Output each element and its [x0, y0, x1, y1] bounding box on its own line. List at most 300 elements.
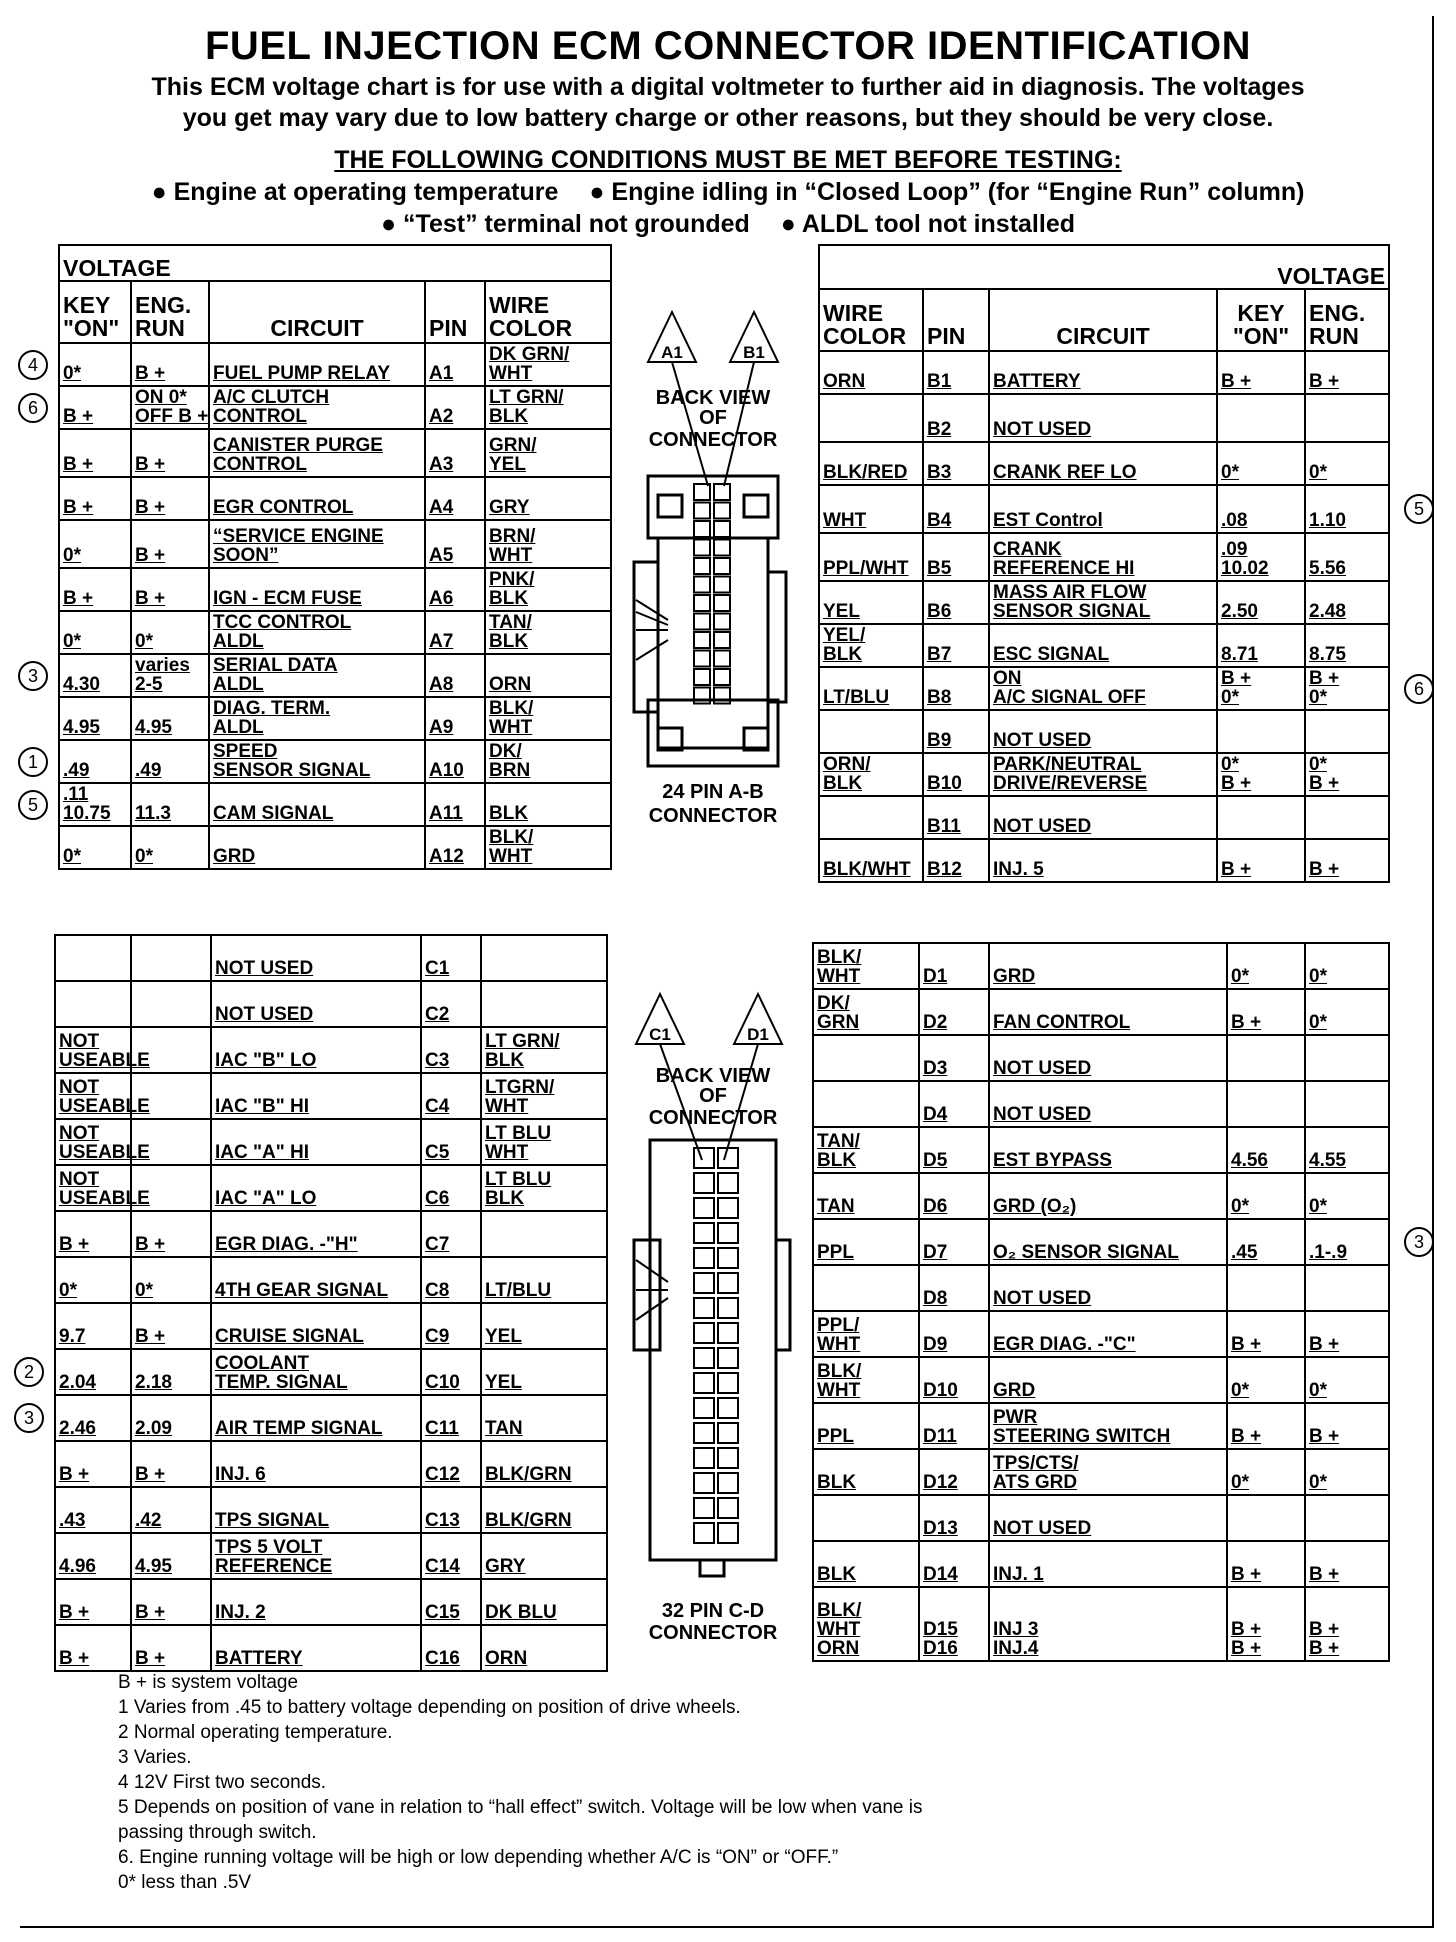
connector-pin: [694, 484, 710, 500]
pin-id: B11: [923, 796, 989, 839]
circuit-name: “SERVICE ENGINE SOON”: [209, 520, 425, 568]
wire-color: LTGRN/ WHT: [481, 1073, 607, 1119]
pin-id: C12: [421, 1441, 481, 1487]
condition-item: ● “Test” terminal not grounded: [380, 210, 750, 238]
connector-pin: [694, 1198, 714, 1218]
key-on-value: 0*: [59, 343, 131, 386]
circuit-name: PWR STEERING SWITCH: [989, 1403, 1227, 1449]
pin-id: A4: [425, 477, 485, 520]
circuit-header: CIRCUIT: [209, 281, 425, 343]
wire-color: BLK/ WHT ORN: [813, 1587, 919, 1661]
pin-header: PIN: [923, 289, 989, 351]
key-on-value: 2.04: [55, 1349, 131, 1395]
key-on-value: 0*: [1227, 1357, 1305, 1403]
wire-color: WHT: [819, 485, 923, 533]
key-on-value: [1227, 1495, 1305, 1541]
eng-run-value: [1305, 1035, 1389, 1081]
pin-id: D6: [919, 1173, 989, 1219]
table-row: [59, 429, 611, 477]
table-row: [55, 1625, 607, 1671]
table-row: [59, 343, 611, 386]
wire-color: [813, 1265, 919, 1311]
eng-run-value: B +: [131, 343, 209, 386]
connector-pin: [718, 1398, 738, 1418]
table-row: [55, 1579, 607, 1625]
connector-ab-label: CONNECTOR: [648, 805, 778, 827]
connector-pin: [694, 595, 710, 611]
connector-pin: [718, 1298, 738, 1318]
eng-run-value: B +: [1305, 1541, 1389, 1587]
eng-run-value: ON 0* OFF B +: [131, 386, 209, 429]
pin-id: C6: [421, 1165, 481, 1211]
wire-color: [481, 981, 607, 1027]
footnote-marker-6: 6: [18, 393, 48, 423]
key-on-value: B +: [55, 1579, 131, 1625]
wire-color: ORN: [819, 351, 923, 394]
key-on-value: [1227, 1265, 1305, 1311]
circuit-name: 4TH GEAR SIGNAL: [211, 1257, 421, 1303]
eng-run-value: .1-.9: [1305, 1219, 1389, 1265]
circuit-name: ESC SIGNAL: [989, 624, 1217, 667]
key-on-value: 2.46: [55, 1395, 131, 1441]
key-on-value: B + B +: [1227, 1587, 1305, 1661]
table-row: [813, 943, 1389, 989]
wire-color: TAN/ BLK: [813, 1127, 919, 1173]
table-row: [813, 1495, 1389, 1541]
connector-pin: [718, 1373, 738, 1393]
eng-run-value: [1305, 394, 1389, 442]
table-row: [55, 1027, 607, 1073]
pin-id: B5: [923, 533, 989, 581]
table-row: [813, 1587, 1389, 1661]
connector-pin: [694, 540, 710, 556]
table-row: [819, 710, 1389, 753]
table-row: [55, 1533, 607, 1579]
circuit-name: TPS 5 VOLT REFERENCE: [211, 1533, 421, 1579]
pin-id: C14: [421, 1533, 481, 1579]
footnote-marker-1: 1: [18, 747, 48, 777]
connector-pin: [714, 484, 730, 500]
key-on-value: B +: [1227, 989, 1305, 1035]
eng-run-value: B +: [1305, 1311, 1389, 1357]
condition-item: ● Engine idling in “Closed Loop” (for “Engine Run” column): [589, 178, 1305, 206]
eng-run-value: 2.18: [131, 1349, 211, 1395]
connector-pin: [694, 1323, 714, 1343]
wire-color: BLK: [813, 1541, 919, 1587]
key-on-value: 2.50: [1217, 581, 1305, 624]
connector-pin: [694, 1273, 714, 1293]
circuit-name: NOT USED: [989, 710, 1217, 753]
pin-id: D11: [919, 1403, 989, 1449]
connector-pin: [714, 651, 730, 667]
key-on-value: [1227, 1081, 1305, 1127]
wire-color: BLK: [485, 783, 611, 826]
eng-run-value: .42: [131, 1487, 211, 1533]
pin-id: C3: [421, 1027, 481, 1073]
connector-pin: [694, 1173, 714, 1193]
intro-text: [60, 72, 1396, 134]
wire-color: BLK/GRN: [481, 1487, 607, 1533]
eng-run-value: 2.09: [131, 1395, 211, 1441]
wire-color: DK/ GRN: [813, 989, 919, 1035]
table-row: [59, 697, 611, 740]
circuit-name: NOT USED: [989, 796, 1217, 839]
key-on-value: .09 10.02: [1217, 533, 1305, 581]
circuit-name: BATTERY: [211, 1625, 421, 1671]
eng-run-value: [131, 981, 211, 1027]
pin-id: A3: [425, 429, 485, 477]
eng-run-value: 2.48: [1305, 581, 1389, 624]
footnote-line: 1 Varies from .45 to battery voltage depending on position of drive wheels.: [118, 1697, 741, 1718]
connector-pin: [718, 1198, 738, 1218]
pin-id: D3: [919, 1035, 989, 1081]
back-view-text: BACK VIEW: [655, 387, 771, 409]
key-on-value: .45: [1227, 1219, 1305, 1265]
conditions-heading: THE FOLLOWING CONDITIONS MUST BE MET BEFORE TESTING:: [334, 146, 1122, 174]
key-on-value: [1217, 710, 1305, 753]
eng-run-value: 0*: [1305, 1357, 1389, 1403]
footnote-marker-3: 3: [18, 661, 48, 691]
pin-id: A11: [425, 783, 485, 826]
circuit-name: O₂ SENSOR SIGNAL: [989, 1219, 1227, 1265]
circuit-name: IAC "B" HI: [211, 1073, 421, 1119]
key-on-header: KEY "ON": [59, 281, 131, 343]
wire-color: DK GRN/ WHT: [485, 343, 611, 386]
pin-id: C4: [421, 1073, 481, 1119]
circuit-name: AIR TEMP SIGNAL: [211, 1395, 421, 1441]
pin-id: C11: [421, 1395, 481, 1441]
footnote-line: 0* less than .5V: [118, 1872, 252, 1893]
circuit-name: NOT USED: [989, 1265, 1227, 1311]
wire-color: GRY: [481, 1533, 607, 1579]
wire-color: PNK/ BLK: [485, 568, 611, 611]
wire-color: [813, 1035, 919, 1081]
wire-color: LT GRN/ BLK: [485, 386, 611, 429]
key-on-value: 0*: [55, 1257, 131, 1303]
pin-id: D13: [919, 1495, 989, 1541]
circuit-name: FAN CONTROL: [989, 989, 1227, 1035]
connector-pin: [714, 521, 730, 537]
circuit-name: NOT USED: [989, 1081, 1227, 1127]
wire-color: DK/ BRN: [485, 740, 611, 783]
key-on-value: .43: [55, 1487, 131, 1533]
table-row: [55, 1073, 607, 1119]
condition-item: ● ALDL tool not installed: [780, 210, 1076, 238]
table-row: [59, 477, 611, 520]
key-on-value: 4.56: [1227, 1127, 1305, 1173]
connector-pin: [714, 595, 730, 611]
eng-run-value: B +: [131, 568, 209, 611]
connector-pin: [694, 1473, 714, 1493]
table-row: [59, 783, 611, 826]
table-row: [55, 1257, 607, 1303]
connector-pin: [694, 503, 710, 519]
pin-id: B9: [923, 710, 989, 753]
footnote-line: 4 12V First two seconds.: [118, 1772, 327, 1793]
footnote-marker-5: 5: [1404, 494, 1434, 524]
pin-id: C15: [421, 1579, 481, 1625]
eng-run-value: 0* B +: [1305, 753, 1389, 796]
wire-color: GRN/ YEL: [485, 429, 611, 477]
eng-run-value: B + B +: [1305, 1587, 1389, 1661]
wire-color: TAN: [481, 1395, 607, 1441]
pin-id: C13: [421, 1487, 481, 1533]
connector-pin: [718, 1273, 738, 1293]
wire-color: PPL/WHT: [819, 533, 923, 581]
table-row: [813, 989, 1389, 1035]
connector-pin: [694, 1373, 714, 1393]
wire-color: [481, 1211, 607, 1257]
eng-run-value: 11.3: [131, 783, 209, 826]
eng-run-value: 1.10: [1305, 485, 1389, 533]
connector-pin: [718, 1223, 738, 1243]
wire-color: BLK/RED: [819, 442, 923, 485]
voltage-heading: VOLTAGE: [1277, 263, 1386, 289]
eng-run-value: B +: [131, 1441, 211, 1487]
pin-id: B2: [923, 394, 989, 442]
key-on-value: B + 0*: [1217, 667, 1305, 710]
table-row: [59, 520, 611, 568]
footnote-line: 6. Engine running voltage will be high or low depending whether A/C is “ON” or “OFF.”: [118, 1847, 839, 1868]
key-on-value: [55, 935, 131, 981]
key-on-value: .08: [1217, 485, 1305, 533]
key-on-value: B +: [59, 568, 131, 611]
wire-color: ORN/ BLK: [819, 753, 923, 796]
pin-id: C8: [421, 1257, 481, 1303]
circuit-name: SPEED SENSOR SIGNAL: [209, 740, 425, 783]
back-view-text: CONNECTOR: [648, 1107, 778, 1129]
connector-pin: [694, 1148, 714, 1168]
eng-run-value: [1305, 796, 1389, 839]
conditions-row-1: [0, 178, 1456, 207]
pin-id: B12: [923, 839, 989, 882]
table-d-connector-d: [812, 942, 1390, 1662]
connector-ab-diagram: [628, 300, 798, 840]
footnote-line: 2 Normal operating temperature.: [118, 1722, 393, 1743]
eng-run-value: B +: [131, 1211, 211, 1257]
connector-pin: [694, 577, 710, 593]
connector-cd-pins: [694, 1148, 738, 1543]
eng-run-value: 0*: [1305, 1173, 1389, 1219]
eng-run-value: B +: [1305, 351, 1389, 394]
pin-id: A10: [425, 740, 485, 783]
key-on-value: 8.71: [1217, 624, 1305, 667]
connector-pin: [694, 1348, 714, 1368]
wire-color: PPL: [813, 1219, 919, 1265]
eng-run-header: ENG. RUN: [131, 281, 209, 343]
wire-color: LT BLU BLK: [481, 1165, 607, 1211]
pin-id: C5: [421, 1119, 481, 1165]
key-on-value: NOT USEABLE: [55, 1119, 131, 1165]
wire-color: BLK/ WHT: [813, 943, 919, 989]
table-row: [55, 1303, 607, 1349]
table-row: [819, 394, 1389, 442]
pin-id: C9: [421, 1303, 481, 1349]
table-row: [55, 1211, 607, 1257]
table-row: [813, 1311, 1389, 1357]
eng-run-value: [131, 935, 211, 981]
wire-color: YEL: [481, 1303, 607, 1349]
key-on-value: B +: [55, 1625, 131, 1671]
pin-id: A8: [425, 654, 485, 697]
circuit-name: CRANK REF LO: [989, 442, 1217, 485]
pin-id: A1: [425, 343, 485, 386]
eng-run-value: 0*: [131, 1257, 211, 1303]
circuit-name: GRD: [209, 826, 425, 869]
pin-id: C7: [421, 1211, 481, 1257]
table-row: [55, 1165, 607, 1211]
connector-pin: [714, 558, 730, 574]
wire-color: BLK/ WHT: [813, 1357, 919, 1403]
eng-run-value: varies 2-5: [131, 654, 209, 697]
key-on-value: [1227, 1035, 1305, 1081]
pin-id: B1: [923, 351, 989, 394]
connector-pin: [718, 1523, 738, 1543]
connector-pin: [714, 669, 730, 685]
key-on-value: 0* B +: [1217, 753, 1305, 796]
eng-run-value: 0*: [1305, 442, 1389, 485]
wire-color: PPL: [813, 1403, 919, 1449]
wire-color: TAN/ BLK: [485, 611, 611, 654]
table-row: [813, 1035, 1389, 1081]
intro-line-1: This ECM voltage chart is for use with a digital voltmeter to further aid in diagnosis. The voltages: [151, 73, 1305, 101]
circuit-name: INJ 3 INJ.4: [989, 1587, 1227, 1661]
table-row: [813, 1127, 1389, 1173]
connector-cd-diagram: [628, 990, 798, 1590]
table-c-connector-c: [54, 934, 608, 1672]
circuit-name: CAM SIGNAL: [209, 783, 425, 826]
eng-run-value: B +: [1305, 1403, 1389, 1449]
pin-id: D10: [919, 1357, 989, 1403]
circuit-name: IAC "A" LO: [211, 1165, 421, 1211]
circuit-name: EGR DIAG. -"C": [989, 1311, 1227, 1357]
key-on-value: 0*: [1227, 1173, 1305, 1219]
eng-run-value: B +: [131, 477, 209, 520]
key-on-value: B +: [59, 429, 131, 477]
wire-color: [481, 935, 607, 981]
circuit-name: TCC CONTROL ALDL: [209, 611, 425, 654]
table-row: [55, 1487, 607, 1533]
circuit-name: IAC "A" HI: [211, 1119, 421, 1165]
connector-pin: [714, 540, 730, 556]
table-row: [813, 1265, 1389, 1311]
pin-id: A6: [425, 568, 485, 611]
wire-color: BRN/ WHT: [485, 520, 611, 568]
connector-pin: [694, 651, 710, 667]
table-row: [55, 935, 607, 981]
key-on-value: B +: [1217, 351, 1305, 394]
eng-run-value: 0*: [1305, 989, 1389, 1035]
circuit-name: ON A/C SIGNAL OFF: [989, 667, 1217, 710]
connector-pin: [694, 1248, 714, 1268]
table-row: [55, 1395, 607, 1441]
connector-pin: [694, 1448, 714, 1468]
table-row: [813, 1449, 1389, 1495]
key-on-value: .49: [59, 740, 131, 783]
connector-pin: [694, 614, 710, 630]
table-row: [59, 826, 611, 869]
table-row: [813, 1357, 1389, 1403]
pin-id: D4: [919, 1081, 989, 1127]
table-row: [819, 351, 1389, 394]
footnote-line: passing through switch.: [118, 1822, 317, 1843]
triangle-c1-icon: [636, 994, 684, 1044]
circuit-name: NOT USED: [989, 1035, 1227, 1081]
footnote-line: 3 Varies.: [118, 1747, 192, 1768]
pin-id: B4: [923, 485, 989, 533]
table-row: [59, 386, 611, 429]
circuit-name: GRD: [989, 1357, 1227, 1403]
key-on-value: B +: [1227, 1311, 1305, 1357]
pin-id: A9: [425, 697, 485, 740]
circuit-name: GRD: [989, 943, 1227, 989]
key-on-value: 0*: [59, 826, 131, 869]
connector-pin: [718, 1423, 738, 1443]
table-row: [813, 1403, 1389, 1449]
triangle-a1-label: A1: [661, 343, 683, 362]
footnote-marker-3: 3: [14, 1403, 44, 1433]
key-on-value: 0*: [1217, 442, 1305, 485]
connector-pin: [714, 632, 730, 648]
key-on-value: [1217, 394, 1305, 442]
key-on-value: 0*: [1227, 943, 1305, 989]
wire-color: LT BLU WHT: [481, 1119, 607, 1165]
circuit-name: A/C CLUTCH CONTROL: [209, 386, 425, 429]
triangle-b1-icon: [730, 312, 778, 362]
key-on-value: 9.7: [55, 1303, 131, 1349]
eng-run-header: ENG. RUN: [1305, 289, 1389, 351]
circuit-name: SERIAL DATA ALDL: [209, 654, 425, 697]
eng-run-value: B +: [131, 1303, 211, 1349]
pin-id: A5: [425, 520, 485, 568]
table-row: [819, 533, 1389, 581]
eng-run-value: 4.55: [1305, 1127, 1389, 1173]
circuit-name: GRD (O₂): [989, 1173, 1227, 1219]
table-row: [819, 796, 1389, 839]
key-on-value: B +: [1227, 1541, 1305, 1587]
pin-id: C10: [421, 1349, 481, 1395]
table-row: [55, 1119, 607, 1165]
triangle-d1-icon: [734, 994, 782, 1044]
wire-color: LT/BLU: [819, 667, 923, 710]
key-on-value: .11 10.75: [59, 783, 131, 826]
circuit-name: COOLANT TEMP. SIGNAL: [211, 1349, 421, 1395]
wire-color: BLK/GRN: [481, 1441, 607, 1487]
pin-id: B3: [923, 442, 989, 485]
circuit-name: EST BYPASS: [989, 1127, 1227, 1173]
key-on-value: [55, 981, 131, 1027]
eng-run-value: B +: [131, 1579, 211, 1625]
wire-color: ORN: [485, 654, 611, 697]
connector-cd-label: 32 PIN C-D CONNECTOR: [648, 1600, 778, 1644]
key-on-header: KEY "ON": [1217, 289, 1305, 351]
pin-id: A2: [425, 386, 485, 429]
pin-id: A12: [425, 826, 485, 869]
pin-id: C1: [421, 935, 481, 981]
table-row: [819, 667, 1389, 710]
connector-pin: [694, 632, 710, 648]
circuit-name: IGN - ECM FUSE: [209, 568, 425, 611]
wire-color: PPL/ WHT: [813, 1311, 919, 1357]
circuit-header: CIRCUIT: [989, 289, 1217, 351]
eng-run-value: 0*: [1305, 1449, 1389, 1495]
eng-run-value: [1305, 1495, 1389, 1541]
connector-pin: [714, 577, 730, 593]
key-on-value: 4.95: [59, 697, 131, 740]
key-on-value: 4.30: [59, 654, 131, 697]
footnote-line: 5 Depends on position of vane in relation to “hall effect” switch. Voltage will be low when vane is: [118, 1797, 923, 1818]
triangle-d1-label: D1: [747, 1025, 769, 1044]
